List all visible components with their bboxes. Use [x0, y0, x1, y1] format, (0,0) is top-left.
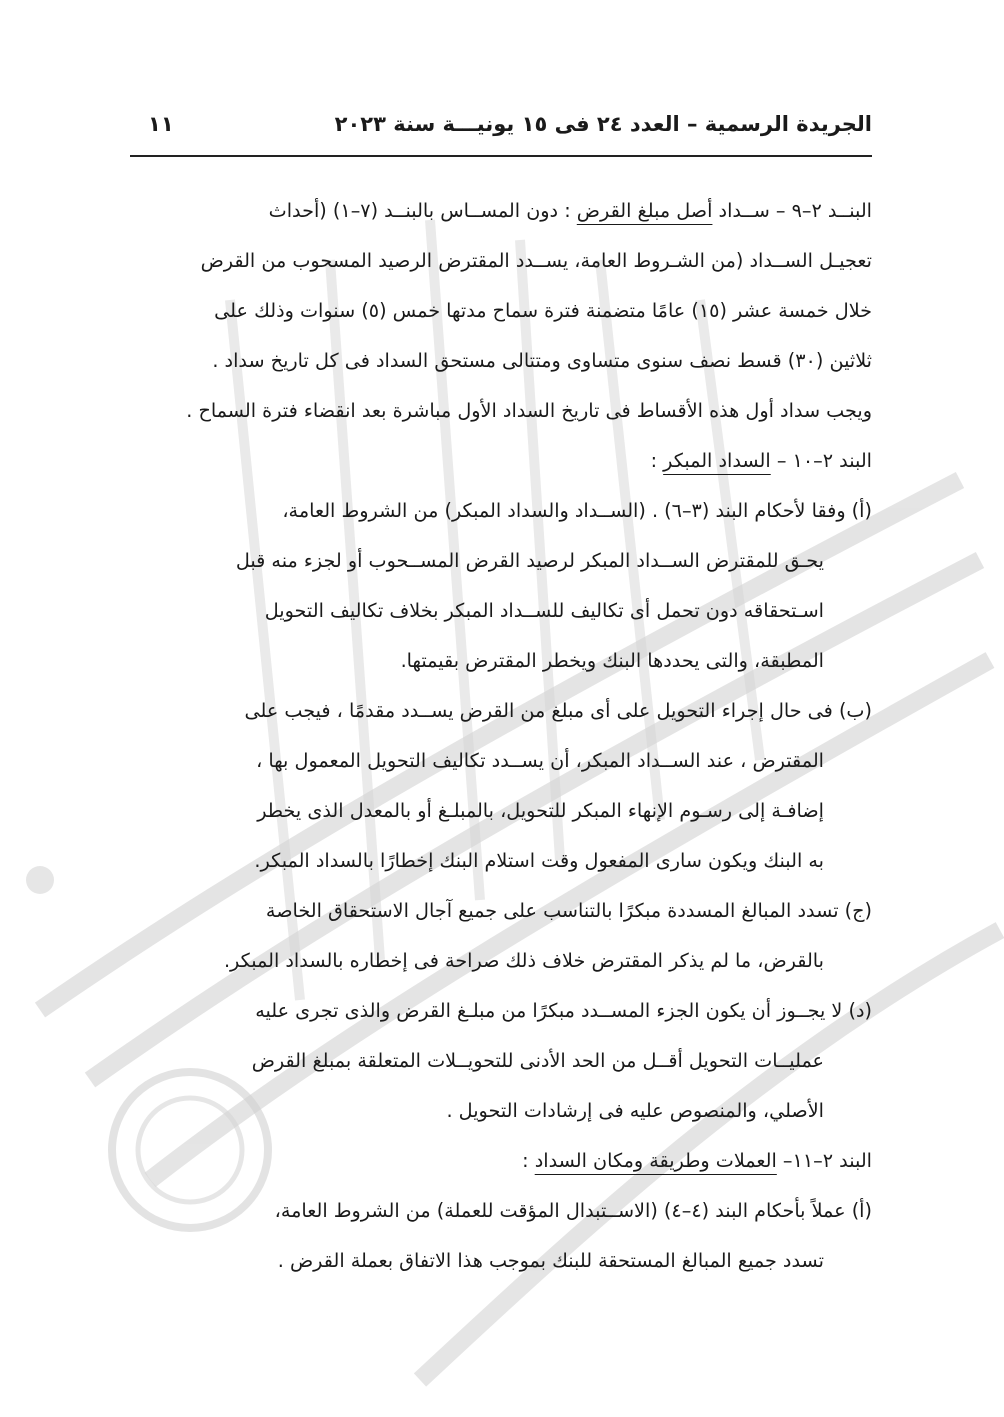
page-number: ١١ — [148, 112, 174, 136]
text-segment: تعجيـل الســداد (من الشـروط العامة، يســدد المقترض الرصيد المسحوب من القرض — [200, 249, 872, 272]
text-segment: البند ٢–١١– — [776, 1149, 872, 1172]
text-segment: (د) لا يجــوز أن يكون الجزء المســدد مبكرًا من مبلـغ القرض والذى تجرى عليه — [255, 999, 872, 1022]
text-line — [130, 936, 872, 986]
text-line — [130, 986, 872, 1036]
text-segment: المطبقة، والتى يحددها البنك ويخطر المقترض بقيمتها. — [400, 649, 824, 672]
underlined-heading: العملات وطريقة ومكان السداد — [534, 1149, 777, 1172]
text-line — [130, 1136, 872, 1186]
text-line — [130, 386, 872, 436]
text-segment: (أ) عملاً بأحكام البند (٤–٤) (الاســتبدال المؤقت للعملة) من الشروط العامة، — [274, 1199, 872, 1222]
text-line — [130, 636, 872, 686]
text-line — [130, 436, 872, 486]
text-segment: عمليــات التحويل أقــل من الحد الأدنى للتحويــلات المتعلقة بمبلغ القرض — [251, 1049, 824, 1072]
text-line — [130, 486, 872, 536]
text-segment: : — [522, 1149, 535, 1172]
text-segment: يحـق للمقترض الســداد المبكر لرصيد القرض المســحوب أو لجزء منه قبل — [235, 549, 824, 572]
underlined-heading: السداد المبكر — [663, 449, 771, 472]
text-line — [130, 186, 872, 236]
text-segment: (ب) فى حال إجراء التحويل على أى مبلغ من القرض يســدد مقدمًا ، فيجب على — [244, 699, 872, 722]
text-line — [130, 1236, 872, 1286]
text-segment: ويجب سداد أول هذه الأقساط فى تاريخ السداد الأول مباشرة بعد انقضاء فترة السماح . — [186, 399, 872, 422]
text-line — [130, 1086, 872, 1136]
text-line — [130, 336, 872, 386]
text-segment: إضافـة إلى رسـوم الإنهاء المبكر للتحويل، بالمبلـغ أو بالمعدل الذى يخطر — [257, 799, 824, 822]
text-line — [130, 836, 872, 886]
text-line — [130, 236, 872, 286]
document-body — [130, 186, 872, 1286]
text-segment: خلال خمسة عشر (١٥) عامًا متضمنة فترة سماح مدتها خمس (٥) سنوات وذلك على — [214, 299, 872, 322]
text-segment: به البنك ويكون سارى المفعول وقت استلام البنك إخطارًا بالسداد المبكر. — [254, 849, 824, 872]
text-segment: الأصلي، والمنصوص عليه فى إرشادات التحويل . — [446, 1099, 824, 1122]
page-header — [130, 112, 872, 154]
text-line — [130, 586, 872, 636]
text-segment: : — [650, 449, 664, 472]
text-line — [130, 1186, 872, 1236]
text-line — [130, 1036, 872, 1086]
header-divider — [130, 155, 872, 157]
gazette-issue-title: الجريدة الرسمية – العدد ٢٤ فى ١٥ يونيـــة سنة ٢٠٢٣ — [334, 112, 872, 136]
text-segment: (أ) وفقا لأحكام البند (٣–٦) . (الســداد والسداد المبكر) من الشروط العامة، — [282, 499, 872, 522]
text-segment: البند ٢–١٠ – — [770, 449, 872, 472]
text-segment: اسـتحقاقه دون تحمل أى تكاليف للســداد المبكر بخلاف تكاليف التحويل — [264, 599, 824, 622]
text-line — [130, 736, 872, 786]
text-line — [130, 286, 872, 336]
text-line — [130, 786, 872, 836]
text-segment: ثلاثين (٣٠) قسط نصف سنوى متساوى ومتتالى مستحق السداد فى كل تاريخ سداد . — [212, 349, 872, 372]
text-segment: المقترض ، عند الســداد المبكر، أن يســدد تكاليف التحويل المعمول بها ، — [256, 749, 824, 772]
text-segment: بالقرض، ما لم يذكر المقترض خلاف ذلك صراحة فى إخطاره بالسداد المبكر. — [223, 949, 824, 972]
text-segment: (ج) تسدد المبالغ المسددة مبكرًا بالتناسب على جميع آجال الاستحقاق الخاصة — [265, 899, 872, 922]
text-line — [130, 686, 872, 736]
text-segment: تسدد جميع المبالغ المستحقة للبنك بموجب هذا الاتفاق بعملة القرض . — [277, 1249, 824, 1272]
text-segment: البنــد ٢–٩ – ســداد — [712, 199, 872, 222]
text-line — [130, 536, 872, 586]
text-line — [130, 886, 872, 936]
text-segment: : دون المســاس بالبنــد (٧–١) (أحداث — [268, 199, 577, 222]
underlined-heading: أصل مبلغ القرض — [576, 199, 713, 222]
